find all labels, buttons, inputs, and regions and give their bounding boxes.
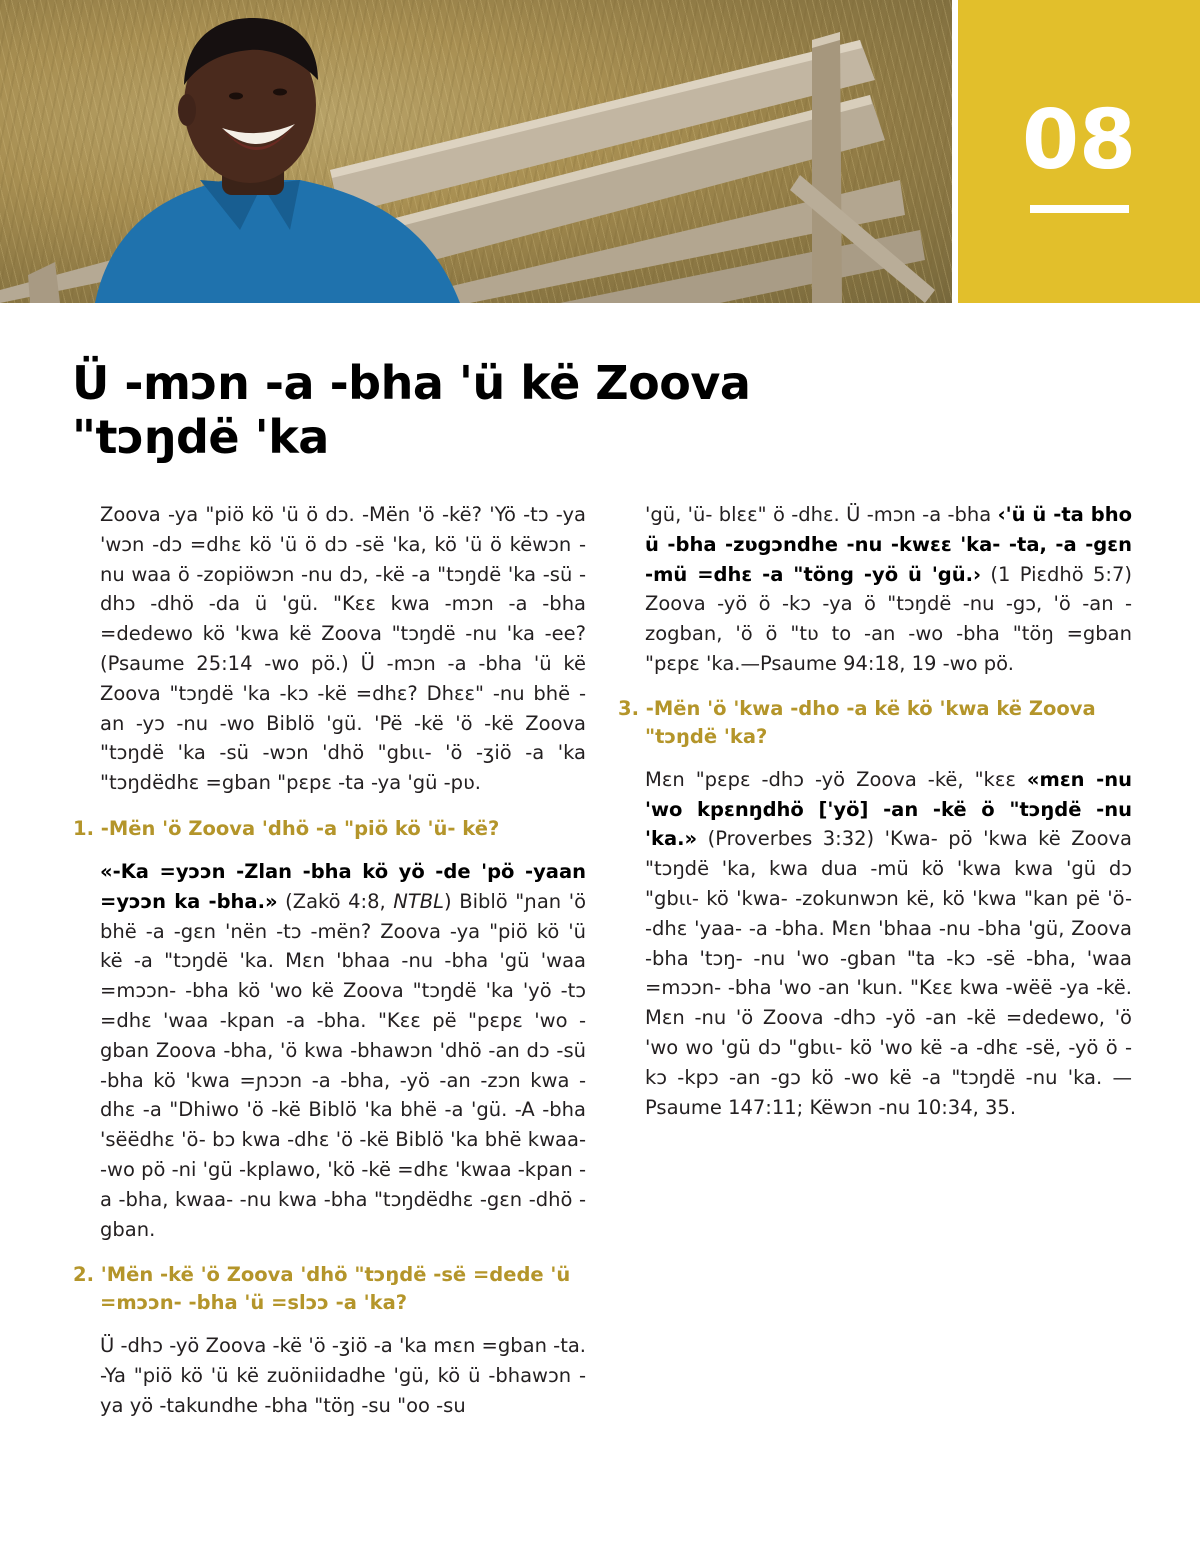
badge-underline: [1030, 205, 1129, 213]
hero-photo: [0, 0, 952, 303]
page-title: Ü -mɔn -a -bha 'ü kë Zoova "tɔŋdë 'ka: [72, 356, 751, 464]
right-column: [618, 500, 1133, 1122]
section-3-text-start: Mɛn "pɛpɛ -dhɔ -yö Zoova -kë, "kɛɛ: [645, 767, 1027, 791]
section-3-text-end: (Proverbes 3:32) 'Kwa- pö 'kwa kë Zoova "tɔŋdë 'ka, kwa dua -mü kö 'kwa kwa 'gü dɔ "gbɩɩ- kö 'kwa- -zokunwɔn kë, kö 'kwa "kan pë 'ö- -dhɛ 'yaa- -a -bha. Mɛn 'bhaa -nu -bha 'gü, Zoova -bha 'tɔŋ- -nu 'wo -gban "ta -kɔ -së -bha, 'waa =mɔɔn- -bha 'wo -an 'kun. "Kɛɛ kwa -wëë -ya -kë. Mɛn -nu 'ö Zoova -dhɔ -yö -an -kë =dedewo, 'ö 'wo wo 'gü dɔ "gbɩɩ- kö 'wo kë -a -dhɛ -së, -yö ö -kɔ -kpɔ -an -gɔ kö -wo kë -a "tɔŋdë -nu 'ka. —Psaume 147:11; Këwɔn -nu 10:34, 35.: [645, 827, 1132, 1119]
section-1-heading: 1. -Mën 'ö Zoova 'dhö -a "piö kö 'ü- kë?: [73, 816, 500, 840]
section-2-paragraph-continued: [645, 500, 1132, 679]
section-1-ref-version: NTBL: [393, 889, 445, 913]
man-on-bench-illustration: [0, 0, 952, 303]
section-2-paragraph-start: Ü -dhɔ -yö Zoova -kë 'ö -ʒiö -a 'ka mɛn =gban -ta. -Ya "piö kö 'ü kë zuöniidadhe 'gü, kö ü -bhawɔn -ya yö -takundhe -bha "töŋ -su "oo -su: [100, 1334, 586, 1417]
lesson-badge: [958, 0, 1200, 303]
section-3-paragraph: [645, 765, 1132, 1123]
section-2-quote: ‹'ü ü -ta bho ü -bha -zʋgɔndhe -nu -kwɛɛ 'ka- -ta, -a -gɛn -mü =dhɛ -a "töng -yö ü 'gü.›: [645, 503, 1132, 586]
section-2-heading: 2. 'Mën -kë 'ö Zoova 'dhö "tɔŋdë -së =dede 'ü =mɔɔn- -bha 'ü =slɔɔ -a 'ka?: [73, 1263, 571, 1315]
section-2-text-start: 'gü, 'ü- blɛɛ" ö -dhɛ. Ü -mɔn -a -bha: [645, 503, 998, 526]
lesson-number: 08: [1021, 93, 1137, 188]
left-column: [73, 500, 586, 1421]
section-2-text-end: (1 Piɛdhö 5:7) Zoova -yö ö -kɔ -ya ö "tɔŋdë -nu -gɔ, 'ö -an -zogban, 'ö ö "tʋ to -an -wo -bha "töŋ =gban "pɛpɛ 'ka.—Psaume 94:18, 19 -wo pö.: [645, 562, 1133, 675]
section-1-ref-open: (Zakö 4:8,: [277, 889, 394, 913]
section-1-quote: «-Ka =yɔɔn -Zlan -bha kö yö -de 'pö -yaan =yɔɔn ka -bha.»: [100, 859, 586, 913]
section-3-heading: 3. -Mën 'ö 'kwa -dho -a kë kö 'kwa kë Zoova "tɔŋdë 'ka?: [618, 696, 1096, 748]
intro-paragraph: Zoova -ya "piö kö 'ü ö dɔ. -Mën 'ö -kë? 'Yö -tɔ -ya 'wɔn -dɔ =dhɛ kö 'ü ö dɔ -së 'ka, kö 'ü ö këwɔn -nu waa ö -zopiöwɔn -nu dɔ, -kë -a "tɔŋdë 'ka -sü -dhɔ -dhö -da ü 'gü. "Kɛɛ kwa -mɔn -a -bha =dedewo kö 'kwa kë Zoova "tɔŋdë -nu 'ka -ee? (Psaume 25:14 -wo pö.) Ü -mɔn -a -bha 'ü kë Zoova "tɔŋdë 'ka -kɔ -kë =dhɛ? Dhɛɛ" -nu bhë -an -yɔ -nu -wo Biblö 'gü. 'Pë -kë 'ö -kë Zoova "tɔŋdë 'ka -sü -wɔn 'dhö "gbɩɩ- 'ö -ʒiö -a 'ka "tɔŋdëdhɛ =gban "pɛpɛ -ta -ya 'gü -pʋ.: [100, 503, 586, 795]
section-1-text: Biblö "ɲan 'ö bhë -a -gɛn 'nën -tɔ -mën? Zoova -ya "piö kö 'ü kë -a "tɔŋdë 'ka. Mɛn 'bhaa -nu -bha 'gü 'waa =mɔɔn- -bha kö 'wo kë Zoova "tɔŋdë 'ka 'yö -tɔ =dhɛ 'waa -kpan -a -bha. "Kɛɛ pë "pɛpɛ 'wo -gban Zoova -bha, 'ö kwa -bhawɔn 'dhö -an dɔ -sü -bha kö 'kwa =ɲɔɔn -a -bha, -yö -an -zɔn kwa -dhɛ -a "Dhiwo 'ö -kë Biblö 'ka bhë -a 'gü. -A -bha 'sëëdhɛ 'ö- bɔ kwa -dhɛ 'ö -kë Biblö 'ka bhë kwaa- -wo pö -ni 'gü -kplawo, 'kö -kë =dhɛ 'kwaa -kpan -a -bha, kwaa- -nu kwa -bha "tɔŋdëdhɛ -gɛn -dhö -gban.: [100, 889, 586, 1241]
section-1-paragraph: [100, 857, 586, 1244]
section-1-ref-close: ): [444, 889, 452, 913]
section-3-quote: «mɛn -nu 'wo kpɛnŋdhö ['yö] -an -kë ö "tɔŋdë -nu 'ka.»: [645, 767, 1132, 851]
